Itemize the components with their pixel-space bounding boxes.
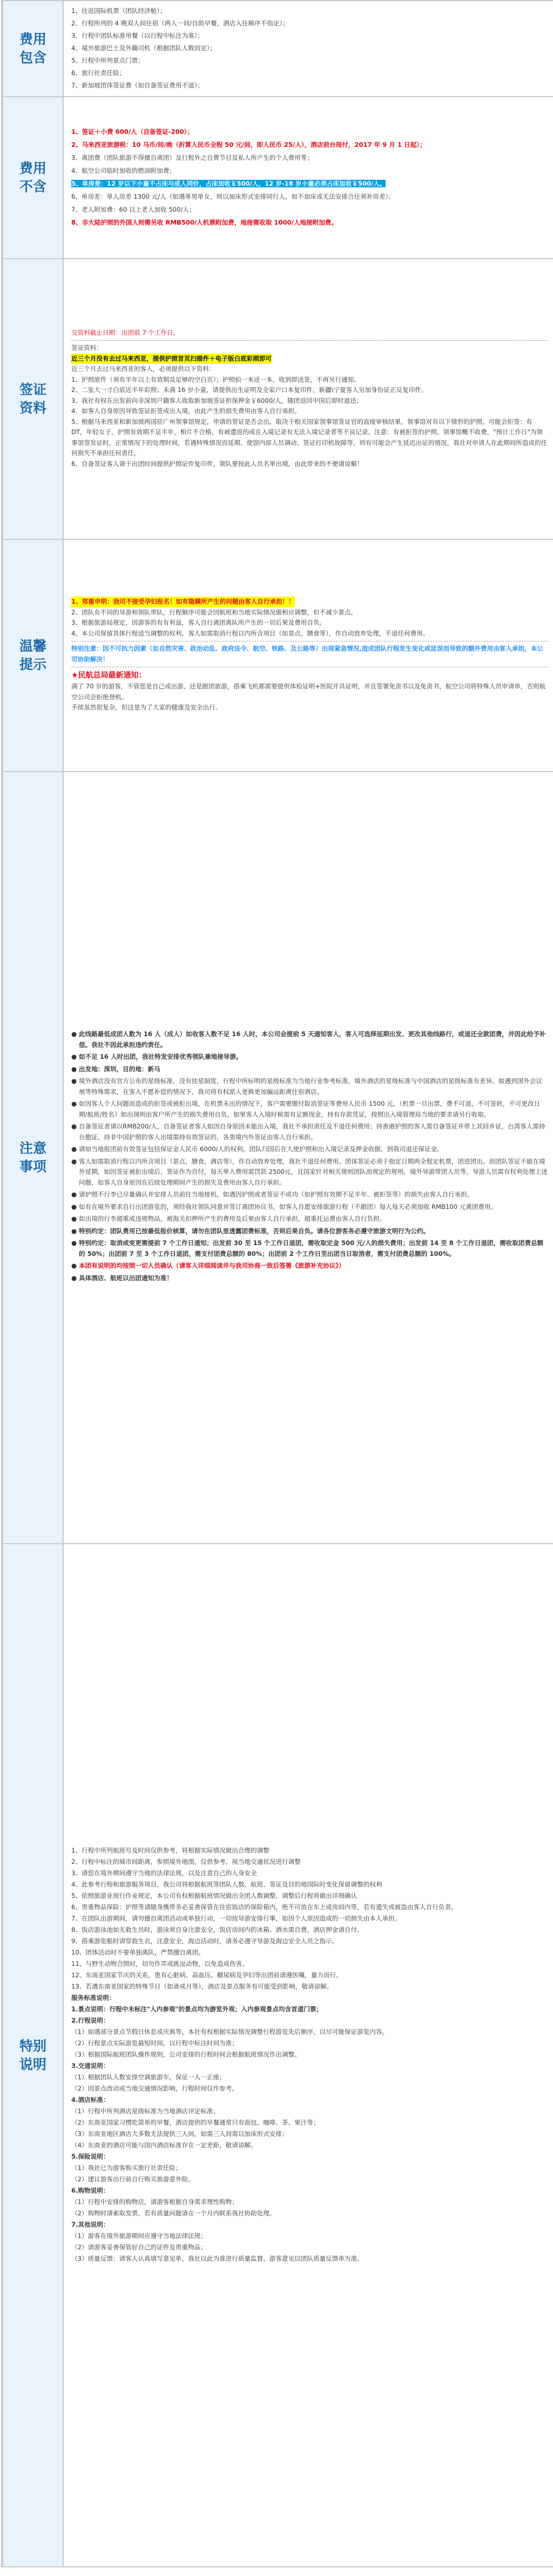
- fee-include-line: 3、行程中团队标准用餐（以行程中标注为准）；: [71, 31, 204, 39]
- fee-include-line: 4、境外旅游巴士及外籍司机（根据团队人数而定）；: [71, 44, 217, 52]
- special-line: 6.购物说明：: [71, 2187, 110, 2194]
- special-line: （1）游客在境外旅游期间应遵守当地法律法规；: [71, 2232, 207, 2240]
- fee-exclude-line: [71, 138, 548, 151]
- warm-tip-line: 手续虽然很复杂，但这是为了大家的健康及安全出行。: [71, 704, 222, 712]
- notes-item-text: 自备签证者请以RMB200/人，自备签证者客人如因自身原因未能出入境，我社不承担责任及不退任何费用；持香港护照的客人需自备签证并带上其回乡证，台湾客人需持台胞证，持非中国护照的客人出境需持有效签证的，各类境内外签证由客人自行承担。: [79, 1123, 545, 1141]
- visa-line: 1、护照原件（须有半年以上有效期及足够的空白页）；护照拍一本送一本，收到即送签，不再另行通知。: [71, 375, 360, 383]
- bullet-icon: ●: [71, 1123, 77, 1130]
- bullet-icon: ●: [71, 1202, 77, 1211]
- fee-include-line: 5、行程中所列景点门票；: [71, 56, 144, 64]
- bullet-icon: ●: [71, 1065, 77, 1073]
- fee-exclude-text: 单房差：单人房差 1300 元/人（如遇单男单女，则以加床形式安排同行人，如不加床或无法安排合住须补房差）；: [81, 193, 395, 200]
- label-special: 特别说明: [3, 1544, 63, 2567]
- fee-exclude-index: 5、: [71, 180, 82, 187]
- notes-item-text: 出发地：深圳，目的地：新马: [79, 1065, 160, 1073]
- fee-include-content: [63, 1, 553, 97]
- special-content: [63, 1544, 553, 2567]
- fee-exclude-line: [71, 177, 548, 190]
- special-line: 9、搭乘游览船时请穿救生衣，注意安全，海边活动时，请务必遵守导游及海边安全人员之指示。: [71, 1937, 339, 1945]
- bullet-icon: ●: [71, 1145, 77, 1153]
- bullet-icon: ●: [71, 1191, 77, 1198]
- terms-table: [2, 0, 553, 2567]
- notes-item: [71, 1273, 548, 1284]
- notes-item-text: 如出境的行李超重或违规物品，被海关扣押所产生的费用及后果由客人自行承担，超重托运费由客人自行负担。: [79, 1215, 386, 1222]
- notes-item-text: 请如当地报团前有效签证包括保证金人民币 6000/人的权利。团队归国后在大使护照和出入境记录及押金收据，到我司退还保证金。: [79, 1145, 443, 1153]
- notes-item: [71, 1076, 548, 1097]
- special-line: 13、若遇东南亚国家的特殊节日（如斋戒月等），酒店及景点服务有可能受到影响，敬请谅解。: [71, 1983, 333, 1990]
- warm-tips-content: [63, 539, 553, 772]
- visa-line: 近三个月没有去过马来西亚，提供护照首页扫描件＋电子版白底彩照即可: [71, 354, 272, 364]
- notes-item-text: 具体酒店、航班以出团通知为准！: [79, 1274, 173, 1282]
- fee-exclude-text: 非大陆护照的外国人则需另收 RMB500/人机票附加费，地接需收取 1000/人地接附加费。: [82, 219, 338, 226]
- special-line: （2）购物时请索取发票，若有质量问题请在一个月内联系我社协助处理。: [71, 2209, 276, 2217]
- notes-item: [71, 1144, 548, 1155]
- notes-item: [71, 1121, 548, 1142]
- fee-exclude-index: 2、: [71, 141, 82, 148]
- special-line: 7.其他说明：: [71, 2221, 110, 2228]
- bullet-icon: ●: [71, 1100, 77, 1107]
- label-visa: 签证资料: [3, 259, 63, 539]
- special-line: （3）东南亚地区酒店大多数无法提供三人间，如需三人间需以加床形式安排；: [71, 2130, 288, 2138]
- special-line: 6、贵重物品保险：护照等请随身携带务必妥善保管在住宿饭店的保险箱内，绝不可放在车上或房间内等，若有遗失或被盗由客人自行负责。: [71, 1903, 457, 1911]
- special-line: 4.酒店标准：: [71, 2096, 110, 2104]
- notes-item: [71, 1157, 548, 1188]
- fee-exclude-text: 老人附加费：60 以上老人加收 500/人；: [81, 206, 195, 213]
- special-line: （2）请游客妥善保管好自己的证件及贵重物品；: [71, 2243, 207, 2251]
- tour-terms-document: [1, 0, 553, 2567]
- notes-item: [71, 1202, 548, 1213]
- notes-item-text: 如不足 16 人时出团，我社特发安排优秀领队兼地接导游。: [79, 1053, 242, 1060]
- bullet-icon: ●: [71, 1157, 77, 1165]
- fee-include-line: 6、旅行社责任险；: [71, 69, 126, 77]
- notes-item-text: 本团有说明的均按照一切人员确认（请客人详细阅读并与我司协商一致后签署《旅游补充协议》）: [79, 1262, 345, 1269]
- special-line: 7、在团队出游期间，请勿擅自离团活动或单独行动，一切按导游安排行事，如因个人原因造成的一切损失由本人承担。: [71, 1915, 401, 1922]
- fee-exclude-index: 1、: [71, 128, 82, 136]
- warm-tip-line: 4、本公司保留具体行程适当调整的权利，客人如需取消行程以内所含项目（如景点，膳食等），作自动放弃处理，不退任何费用。: [71, 629, 429, 637]
- special-line: （2）行程景点实际游览最短时间，以行程中标注时间为准；: [71, 2039, 238, 2047]
- notes-item: [71, 1261, 548, 1272]
- notes-item-text: 如因客人个人问题而造成的拒签或被拒出境，在机票未出的情况下，客户需要缴付取消签证等费用人民币 1500 元，（机票一旦出票，费不可退，不可签转，不可更改日期/航班/姓名）如出现则由客户所产生的损失费用自负。如果客人入境时候需有足额现金，持有存款凭证，按照出入境管理局当地的要求请另行收取。: [79, 1100, 541, 1118]
- notes-item-text: 如有在境外要求自行出团游览的，须经我社领队同意并签订离团协议书，如客人自愿安排旅游行程（不跟团）每人每天必须加收 RMB100 元离团费用。: [79, 1202, 497, 1211]
- special-line: （2）因景点改动或当地交通情况影响，行程时间仅作参考。: [71, 2085, 238, 2092]
- notes-item-text: 此线路最低成团人数为 16 人（成人）如收客人数不足 16 人时，本公司会提前 5 天通知客人，客人可选择延期出发、更改其他线路行，或退还全款团费，并因此给予补偿。我社不因此承担违约责任。: [79, 1030, 546, 1049]
- notes-item: [71, 1214, 548, 1225]
- special-line: 8、饭店游泳池如无救生员时，游泳须自身注意安全，饭店房间内的冰箱、酒水需自费，酒店押金请自付。: [71, 1926, 363, 1933]
- bullet-icon: ●: [71, 1030, 77, 1038]
- visa-line: 6、自备签证客人请于出团时间提供护照证件复印件，领队要按此人员名单出境，由此带来的不便请谅解！: [71, 459, 363, 468]
- fee-exclude-index: 6、: [71, 193, 82, 200]
- visa-line: 4、如客人自身原因导致签证拒签或出入境，由此产生的损失费用由客人自行承担。: [71, 407, 301, 415]
- fee-exclude-text: 离团费（团队旅游不得擅自离团）及行程外之自费节目及私人所产生的个人费用等；: [81, 154, 313, 161]
- bullet-icon: ●: [71, 1239, 77, 1247]
- bullet-icon: ●: [71, 1215, 77, 1222]
- label-notes: 注意事项: [3, 772, 63, 1544]
- special-line: （1）行程中所列酒店星级标准为当地酒店评定标准；: [71, 2107, 220, 2115]
- visa-line: 近三个月去过马来西亚的客人，必须提供以下资料：: [71, 365, 215, 373]
- visa-line: 签证资料：: [71, 344, 103, 352]
- label-warm-tips: 温馨提示: [3, 539, 63, 772]
- warm-tip-line: 1、郑重申明：我司不接受孕妇报名！如有隐瞒所产生的问题由客人自行承担！！: [71, 597, 295, 607]
- special-line: 1.景点说明：行程中未标注"入内参观"的景点均为游览外观；入内参观景点均含首道门票；: [71, 2005, 323, 2013]
- fee-exclude-index: 4、: [71, 167, 82, 174]
- fee-exclude-line: [71, 151, 548, 164]
- notes-item: [71, 1099, 548, 1120]
- special-line: （1）根据团队人数安排空调旅游车，保证一人一正座；: [71, 2073, 226, 2081]
- bullet-icon: ●: [71, 1274, 77, 1282]
- special-line: 12、东南亚国家节庆的关系，患有心脏病、高血压、糖尿病及孕妇等出团前请遵医嘱，量力而行。: [71, 1971, 342, 1979]
- fee-exclude-line: [71, 125, 548, 138]
- fee-exclude-text: 马来西亚旅游税：10 马币/间/晚（折算人民币全程 50 元/间，即人民币 25/人），酒店前台现付，2017 年 9 月 1 日起）；: [82, 141, 426, 148]
- visa-line: 3、我社有权在出发前向非深圳户籍客人收取新加坡签证担保押金￥6000/人，随团返回中国后即时退还；: [71, 396, 363, 404]
- row-fee-include: [3, 1, 553, 97]
- special-line: 2.行程说明：: [71, 2017, 110, 2024]
- notes-item: [71, 1226, 548, 1237]
- notes-item-text: 特别约定：取消或变更需提前 7 个工作日通知；出发前 30 至 15 个工作日退团，需收取定金 500 元/人的损失费用；出发前 14 至 8 个工作日退团，需收取团费总额的 50%；出团前 7 至 3 个工作日退团，需支付团费总额的 80%；出团前 2 个工作日至出团当日取消者，需支付团费总额的 100%。: [79, 1239, 544, 1257]
- notes-item-text: 请护照不行李已尽量确认并安排人员前往当地接机。如遇因护照或者签证不成功（如护照有效期不足半年、被拒签等）的损失由客人自行承担。: [79, 1191, 474, 1198]
- notes-content: [63, 772, 553, 1544]
- label-fee-exclude: 费用不含: [3, 97, 63, 259]
- row-warm-tips: [3, 539, 553, 772]
- visa-line: 交资料截止日期：出团前 7 个工作日。: [71, 328, 180, 336]
- special-line: 3.交通说明：: [71, 2062, 110, 2070]
- warm-tip-line: 特别注意：因不可抗力因素（如自然灾害、政治动乱、政府法令、航空、铁路、及公路等）出现紧急情况,造成团队行程发生变化或延误而导致的额外费用由客人承担，本公司协助解决！: [71, 645, 543, 663]
- fee-exclude-content: [63, 97, 553, 259]
- notes-item: [71, 1238, 548, 1259]
- notes-item: [71, 1029, 548, 1050]
- special-line: （2）建议游客出行前自行购买旅游意外险。: [71, 2175, 194, 2183]
- fee-include-line: 1、往返国际机票（团队经济舱）；: [71, 6, 166, 15]
- fee-include-line: 2、行程所列的 4 晚双人间住宿（两人一间/自助早餐，酒店入住顺序不指定）；: [71, 19, 289, 27]
- special-line: 服务标准说明：: [71, 1994, 116, 2002]
- special-line: 2、行程中标注的城市间距离，参照境外地图，仅供参考，视当地交通状况进行调整: [71, 1858, 301, 1865]
- notes-item-text: 境外酒店没有官方公布的星级标准，没有挂星制度，行程中所标明的星级标准为当地行业参考标准，境外酒店的星级标准与中国酒店的星级标准有差异。如遇到国外会议展等特殊需求，在客人不愿补偿的情况下，我司将有权派人更换更加偏远距离住宿酒店。: [79, 1077, 542, 1096]
- fee-exclude-line: [71, 164, 548, 177]
- visa-content: [63, 259, 553, 539]
- fee-exclude-line: [71, 190, 548, 203]
- special-line: 5、依照旅游业现行作业规定，本公司有权根据航班情况做出全团人数调整，调整后行程将做出详细确认: [71, 1892, 358, 1899]
- row-visa: [3, 259, 553, 539]
- row-notes: [3, 772, 553, 1544]
- bullet-icon: ●: [71, 1053, 77, 1060]
- special-line: 10、团体活动时不要单独离队，严禁擅自离团。: [71, 1949, 205, 1956]
- special-line: 5.保险说明：: [71, 2153, 110, 2160]
- notes-item-text: 特别约定：团队费用已按最低报价核算，请勿在团队里透露团费标准，否则后果自负。请各位游客务必遵守旅游文明行为公约。: [79, 1227, 430, 1235]
- notes-item-text: 客人如需取消行程以内所含项目（景点，膳食，酒店等），作自动放弃处理，我社不退任何费用。团体签证必须于指定日期两全程定机票，团进团出。而团队签证不能在境外延期，如因签证被拒出境后，签证作为自付，每天单人费用需罚款 2500元，且国家针对相关规则团队而规定的规则，境外导游带团人员等，导游人员需有权利处理上述问题，如客人自身原因在后续处理期间产生的损失及费用由客人自行承担。: [79, 1157, 548, 1186]
- special-line: （3）根据国际航班团队操作规则，公司安排的行程时间会根据航班情况作出调整。: [71, 2051, 301, 2058]
- notes-item: [71, 1064, 548, 1075]
- visa-line: 5、根据马来西亚和新加坡两国驻广州领事馆规定，申请的签证是否会出，取决于相关国家领事馆签证官的直接审核结果，领事馆对有以下情形的护照，可能会拒签：有 DT，年轻女子，护照有效期不足半年，相片不合格，有被遣返的或在入境记录有无法入境记录者等不良记录。注意：有被拒签的护照，领事馆概不收费，"预计工作日"为领事馆签发证时，正常情况下的处理时间，若遇特殊情况而延期，使馆内部人员调动、签证打印机故障等，则有可能会产生延迟出证的情况，我社对申请人在此期间所造成的任何损失不承担任何责任。: [71, 417, 548, 457]
- visa-line: 2、二张大一寸白底近半年彩照；未满 16 岁小童，请提供出生证明及全家户口本复印件，新疆\宁夏客人另加身份证正反复印件。: [71, 386, 428, 394]
- warm-tip-line: 2、团队有不同的导游和领队带队，行程顺序可能会因航班和当地实际情况做相应调整，但不减少景点。: [71, 608, 358, 616]
- dashed-divider: [71, 340, 548, 341]
- fee-exclude-text: 航空公司临时加收的燃油附加费；: [81, 167, 176, 174]
- row-fee-exclude: [3, 97, 553, 259]
- special-line: （1）如遇部分景点节假日休息或庆典等，本社有权根据实际情况调整行程游览先后顺序，以尽可能保证游览内容。: [71, 2028, 389, 2036]
- bullet-icon: ●: [71, 1262, 77, 1269]
- bullet-icon: ●: [71, 1227, 77, 1235]
- special-line: 4、此参考行程和旅游服务项目，我公司将根据航班等团队人数、航班、签证及目的地国际时变化保留调整的权利: [71, 1881, 382, 1888]
- special-line: 11、与野生动物合照时，切勿作弄或挑逗动物，以免造成伤害。: [71, 1960, 248, 1968]
- bullet-icon: ●: [71, 1077, 77, 1085]
- fee-exclude-line: [71, 216, 548, 229]
- fee-include-line: 7、新加坡团体签证费（如自备签证费用不退）；: [71, 81, 204, 89]
- fee-exclude-index: 3、: [71, 154, 82, 161]
- special-line: （1）我社已为游客购买旅行社责任险；: [71, 2164, 182, 2172]
- fee-exclude-index: 7、: [71, 206, 82, 213]
- fee-exclude-text: 单房差：12 岁以下小童不占床与成人同价，占床加收￥500/人，12 岁-18 岁小童必须占床加收￥500/人。: [82, 180, 386, 187]
- special-line: （1）行程中安排的购物店，请游客根据自身需求理性购物；: [71, 2198, 238, 2206]
- label-fee-include: 费用包含: [3, 1, 63, 97]
- special-line: （3）质量反馈：请客人认真填写意见单，我社以此为准进行质量监督，游客意见以团队质量反馈单为准。: [71, 2255, 363, 2262]
- warm-tip-line: ★民航总局最新通知：: [71, 671, 146, 680]
- row-special: [3, 1544, 553, 2567]
- special-line: （2）东南亚国家习惯吃简单的早餐，酒店提供的早餐通常只有面包、咖啡、茶、果汁等；: [71, 2119, 320, 2126]
- special-line: 3、请您在境外期间遵守当地的法律法规，以及注意自己的人身安全: [71, 1869, 257, 1877]
- special-line: 1、行程中所列航班号及时间仅供参考，将根据实际情况做出合理的调整: [71, 1847, 269, 1854]
- warm-tip-line: 3、根据旅游局规定，因游客的有有利益，客人自行离团离队所产生的一切后果及费用自负。: [71, 619, 326, 627]
- notes-item: [71, 1052, 548, 1063]
- fee-exclude-text: 签证＋小费 600/人（自备签证-200）；: [82, 128, 194, 136]
- warm-tip-line: 满了 70 岁的游客，不管您是自己或出游，还是跟团旅游，搭乘飞机都需要提供体检证明+医院开具证明，并且签署免责书以及免责书，航空公司将特殊人员申请单，否则航空公司会拒绝登机。: [71, 682, 546, 701]
- fee-exclude-line: [71, 203, 548, 216]
- special-line: （4）东南亚的酒店可能与国内酒店标准存在一定差距，敬请谅解。: [71, 2141, 257, 2149]
- notes-item: [71, 1189, 548, 1200]
- fee-exclude-index: 8、: [71, 219, 82, 226]
